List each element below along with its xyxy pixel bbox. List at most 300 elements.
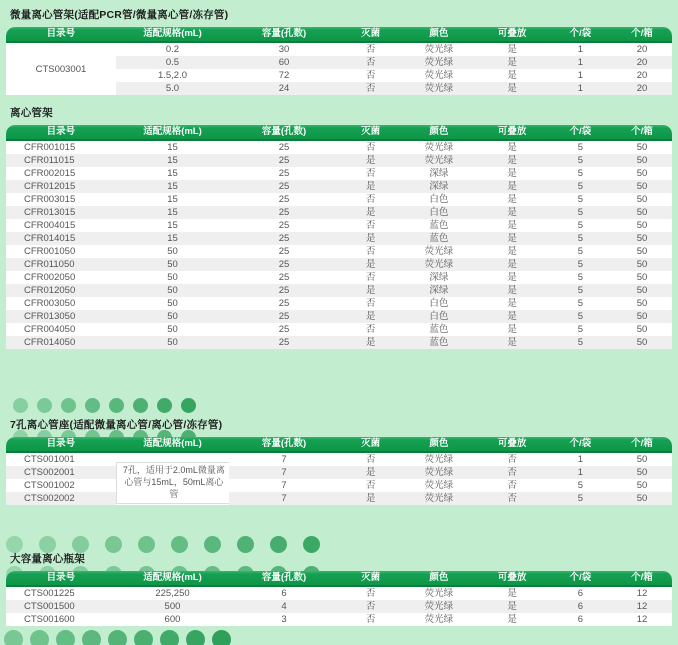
table-cell: 5 bbox=[549, 232, 612, 245]
table-row bbox=[6, 297, 672, 310]
table-cell: 否 bbox=[339, 600, 402, 613]
product-table bbox=[6, 571, 672, 626]
catalog-number-cell: CTS002002 bbox=[6, 492, 116, 505]
table-row bbox=[6, 492, 672, 505]
table-cell: 24 bbox=[229, 82, 339, 95]
table-cell: 荧光绿 bbox=[402, 69, 475, 82]
table-cell: 荧光绿 bbox=[402, 245, 475, 258]
decorative-dot bbox=[13, 398, 28, 413]
table-cell: 否 bbox=[339, 613, 402, 626]
decorative-dot bbox=[85, 398, 100, 413]
table-cell: 是 bbox=[475, 206, 548, 219]
table-cell: 白色 bbox=[402, 206, 475, 219]
decorative-dot bbox=[171, 536, 188, 553]
catalog-number-cell: CFR012050 bbox=[6, 284, 116, 297]
table-cell: 0.5 bbox=[116, 56, 229, 69]
decorative-dot bbox=[72, 536, 89, 553]
table-cell: 是 bbox=[339, 336, 402, 349]
table-cell: 6 bbox=[549, 613, 612, 626]
decorative-dot bbox=[303, 536, 320, 553]
table-cell: 225,250 bbox=[116, 586, 229, 600]
table-cell: 50 bbox=[612, 336, 672, 349]
table-cell: 是 bbox=[475, 219, 548, 232]
table-cell: 否 bbox=[339, 82, 402, 95]
table-cell: 是 bbox=[475, 167, 548, 180]
table-cell: 50 bbox=[612, 180, 672, 193]
column-header: 颜色 bbox=[402, 571, 475, 586]
table-cell: 是 bbox=[475, 271, 548, 284]
decorative-dot bbox=[186, 630, 205, 645]
table-cell: 7 bbox=[229, 466, 339, 479]
table-header-row bbox=[6, 125, 672, 140]
column-header: 个/箱 bbox=[612, 125, 672, 140]
product-table bbox=[6, 125, 672, 349]
table-cell: 5 bbox=[549, 284, 612, 297]
table-row bbox=[6, 140, 672, 154]
table-cell: 15 bbox=[116, 193, 229, 206]
table-cell: 50 bbox=[612, 310, 672, 323]
table-cell: 否 bbox=[339, 56, 402, 69]
catalog-number-cell: CTS001225 bbox=[6, 586, 116, 600]
table-cell: 50 bbox=[612, 232, 672, 245]
table-cell: 25 bbox=[229, 336, 339, 349]
catalog-number-cell: CFR011015 bbox=[6, 154, 116, 167]
column-header: 个/袋 bbox=[549, 27, 612, 42]
table-cell: 25 bbox=[229, 271, 339, 284]
table-cell: 是 bbox=[475, 42, 548, 56]
table-header-row bbox=[6, 437, 672, 452]
table-cell: 50 bbox=[612, 258, 672, 271]
table-cell: 荧光绿 bbox=[402, 613, 475, 626]
table-cell: 6 bbox=[549, 586, 612, 600]
table-cell: 深绿 bbox=[402, 271, 475, 284]
table-cell: 是 bbox=[339, 310, 402, 323]
table-cell: 25 bbox=[229, 232, 339, 245]
column-header: 灭菌 bbox=[339, 571, 402, 586]
table-cell: 1 bbox=[549, 69, 612, 82]
table-row bbox=[6, 452, 672, 466]
section-7hole-tube-holder bbox=[0, 419, 678, 505]
table-cell: 荧光绿 bbox=[402, 258, 475, 271]
table-cell: 荧光绿 bbox=[402, 600, 475, 613]
table-cell: 50 bbox=[116, 284, 229, 297]
table-cell: 荧光绿 bbox=[402, 56, 475, 69]
decorative-dot bbox=[108, 630, 127, 645]
table-cell: 5 bbox=[549, 140, 612, 154]
table-cell: 50 bbox=[612, 452, 672, 466]
table-cell: 50 bbox=[116, 258, 229, 271]
column-header: 目录号 bbox=[6, 437, 116, 452]
table-cell: 是 bbox=[475, 193, 548, 206]
column-header: 颜色 bbox=[402, 437, 475, 452]
table-cell: 15 bbox=[116, 206, 229, 219]
table-cell: 20 bbox=[612, 42, 672, 56]
catalog-number-cell: CFR002050 bbox=[6, 271, 116, 284]
table-cell: 5 bbox=[549, 492, 612, 505]
table-cell: 12 bbox=[612, 586, 672, 600]
table-cell: 深绿 bbox=[402, 167, 475, 180]
column-header: 个/箱 bbox=[612, 27, 672, 42]
table-cell: 5 bbox=[549, 219, 612, 232]
table-cell: 25 bbox=[229, 206, 339, 219]
column-header: 个/箱 bbox=[612, 437, 672, 452]
table-cell: 荧光绿 bbox=[402, 154, 475, 167]
table-cell: 是 bbox=[475, 297, 548, 310]
table-cell: 是 bbox=[339, 284, 402, 297]
decorative-dot bbox=[133, 398, 148, 413]
table-cell: 否 bbox=[339, 452, 402, 466]
table-cell: 否 bbox=[339, 140, 402, 154]
decorative-dot bbox=[56, 630, 75, 645]
table-cell: 是 bbox=[475, 180, 548, 193]
table-cell: 是 bbox=[475, 613, 548, 626]
table-cell: 500 bbox=[116, 600, 229, 613]
table-row bbox=[6, 206, 672, 219]
catalog-number-cell: CTS001002 bbox=[6, 479, 116, 492]
table-cell: 否 bbox=[339, 297, 402, 310]
section-large-bottle-rack bbox=[0, 553, 678, 626]
decorative-dot bbox=[37, 398, 52, 413]
decorative-dot bbox=[204, 536, 221, 553]
table-cell: 50 bbox=[612, 154, 672, 167]
table-cell: 7 bbox=[229, 452, 339, 466]
decorative-dot bbox=[138, 536, 155, 553]
column-header: 个/箱 bbox=[612, 571, 672, 586]
decorative-dot bbox=[212, 630, 231, 645]
table-cell: 15 bbox=[116, 154, 229, 167]
table-cell: 5 bbox=[549, 206, 612, 219]
table-cell: 白色 bbox=[402, 297, 475, 310]
table-cell: 是 bbox=[339, 206, 402, 219]
column-header: 可叠放 bbox=[475, 125, 548, 140]
table-cell: 15 bbox=[116, 180, 229, 193]
decorative-dot bbox=[237, 536, 254, 553]
table-cell: 50 bbox=[612, 492, 672, 505]
table-cell: 5 bbox=[549, 323, 612, 336]
catalog-number-cell: CFR001015 bbox=[6, 140, 116, 154]
table-cell: 5 bbox=[549, 479, 612, 492]
table-cell: 50 bbox=[612, 323, 672, 336]
table-cell: 5 bbox=[549, 271, 612, 284]
decorative-dot bbox=[61, 398, 76, 413]
table-cell: 4 bbox=[229, 600, 339, 613]
table-cell: 深绿 bbox=[402, 180, 475, 193]
table-cell: 否 bbox=[475, 466, 548, 479]
decorative-dot bbox=[39, 536, 56, 553]
table-cell: 5 bbox=[549, 258, 612, 271]
table-cell: 7 bbox=[229, 479, 339, 492]
table-cell: 是 bbox=[339, 180, 402, 193]
table-cell: 是 bbox=[475, 154, 548, 167]
catalog-number-cell: CFR014050 bbox=[6, 336, 116, 349]
table-cell: 50 bbox=[612, 193, 672, 206]
column-header: 可叠放 bbox=[475, 437, 548, 452]
table-cell: 是 bbox=[339, 154, 402, 167]
catalog-number-cell: CFR013015 bbox=[6, 206, 116, 219]
column-header: 个/袋 bbox=[549, 571, 612, 586]
table-row bbox=[6, 154, 672, 167]
table-cell: 25 bbox=[229, 245, 339, 258]
column-header: 适配规格(mL) bbox=[116, 125, 229, 140]
table-cell: 荧光绿 bbox=[402, 82, 475, 95]
table-cell: 0.2 bbox=[116, 42, 229, 56]
table-cell: 3 bbox=[229, 613, 339, 626]
table-cell: 50 bbox=[612, 140, 672, 154]
table-header-row bbox=[6, 27, 672, 42]
table-cell: 白色 bbox=[402, 310, 475, 323]
column-header: 适配规格(mL) bbox=[116, 437, 229, 452]
table-cell: 5 bbox=[549, 167, 612, 180]
table-row bbox=[6, 336, 672, 349]
table-row bbox=[6, 310, 672, 323]
column-header: 灭菌 bbox=[339, 437, 402, 452]
table-cell: 是 bbox=[475, 69, 548, 82]
column-header: 适配规格(mL) bbox=[116, 571, 229, 586]
table-cell: 否 bbox=[339, 479, 402, 492]
table-cell: 25 bbox=[229, 193, 339, 206]
column-header: 容量(孔数) bbox=[229, 125, 339, 140]
table-cell: 是 bbox=[339, 232, 402, 245]
column-header: 颜色 bbox=[402, 125, 475, 140]
table-row bbox=[6, 323, 672, 336]
catalog-number-cell: CFR004015 bbox=[6, 219, 116, 232]
table-cell: 是 bbox=[475, 140, 548, 154]
table-cell: 50 bbox=[612, 479, 672, 492]
section-micro-tube-rack bbox=[0, 0, 678, 95]
table-cell: 深绿 bbox=[402, 284, 475, 297]
table-cell: 15 bbox=[116, 167, 229, 180]
table-cell bbox=[116, 452, 229, 505]
table-cell: 荧光绿 bbox=[402, 140, 475, 154]
decorative-dot bbox=[160, 630, 179, 645]
table-row bbox=[6, 219, 672, 232]
table-cell: 否 bbox=[475, 492, 548, 505]
table-row bbox=[6, 42, 672, 56]
table-cell: 50 bbox=[116, 336, 229, 349]
table-cell: 是 bbox=[475, 56, 548, 69]
table-cell: 蓝色 bbox=[402, 219, 475, 232]
table-row bbox=[6, 193, 672, 206]
table-cell: 1 bbox=[549, 82, 612, 95]
column-header: 目录号 bbox=[6, 125, 116, 140]
table-cell: 5.0 bbox=[116, 82, 229, 95]
column-header: 灭菌 bbox=[339, 27, 402, 42]
table-cell: 5 bbox=[549, 154, 612, 167]
decorative-dot bbox=[30, 630, 49, 645]
decorative-dot bbox=[4, 630, 23, 645]
table-cell: 否 bbox=[339, 193, 402, 206]
catalog-number-cell: CTS001001 bbox=[6, 452, 116, 466]
column-header: 目录号 bbox=[6, 27, 116, 42]
table-cell: 50 bbox=[116, 297, 229, 310]
table-cell: 50 bbox=[116, 245, 229, 258]
table-cell: 50 bbox=[612, 219, 672, 232]
table-cell: 25 bbox=[229, 167, 339, 180]
table-cell: 50 bbox=[612, 167, 672, 180]
table-cell: 是 bbox=[475, 82, 548, 95]
table-cell: 1.5,2.0 bbox=[116, 69, 229, 82]
table-cell: 25 bbox=[229, 140, 339, 154]
table-cell: 25 bbox=[229, 258, 339, 271]
table-cell: 15 bbox=[116, 219, 229, 232]
table-header-row bbox=[6, 571, 672, 586]
table-cell: 25 bbox=[229, 284, 339, 297]
table-cell: 是 bbox=[475, 336, 548, 349]
table-row bbox=[6, 232, 672, 245]
table-cell: 50 bbox=[612, 284, 672, 297]
section-centrifuge-tube-rack bbox=[0, 107, 678, 349]
table-row bbox=[6, 613, 672, 626]
table-cell: 是 bbox=[475, 245, 548, 258]
catalog-number-cell: CTS001500 bbox=[6, 600, 116, 613]
table-cell: 否 bbox=[339, 42, 402, 56]
section-title: 微量离心管架(适配PCR管/微量离心管/冻存管) bbox=[10, 9, 229, 21]
table-cell: 50 bbox=[612, 297, 672, 310]
table-cell: 是 bbox=[475, 232, 548, 245]
table-cell: 50 bbox=[612, 271, 672, 284]
catalog-number-cell: CFR012015 bbox=[6, 180, 116, 193]
table-cell: 6 bbox=[549, 600, 612, 613]
decorative-dot bbox=[105, 536, 122, 553]
table-row bbox=[6, 258, 672, 271]
table-cell: 是 bbox=[475, 284, 548, 297]
decorative-dot bbox=[157, 398, 172, 413]
table-cell: 荧光绿 bbox=[402, 492, 475, 505]
table-cell: 蓝色 bbox=[402, 232, 475, 245]
table-cell: 是 bbox=[339, 466, 402, 479]
spec-note: 7孔，适用于2.0mL微量离心管与15mL，50mL离心管 bbox=[116, 462, 229, 503]
table-cell: 15 bbox=[116, 232, 229, 245]
table-cell: 15 bbox=[116, 140, 229, 154]
product-table bbox=[6, 27, 672, 95]
table-cell: 12 bbox=[612, 613, 672, 626]
catalog-number-cell: CFR014015 bbox=[6, 232, 116, 245]
table-cell: 荧光绿 bbox=[402, 479, 475, 492]
catalog-number-cell: CFR003050 bbox=[6, 297, 116, 310]
table-cell: 是 bbox=[475, 310, 548, 323]
table-cell: 否 bbox=[339, 586, 402, 600]
table-cell: 25 bbox=[229, 310, 339, 323]
table-cell: 否 bbox=[339, 69, 402, 82]
table-cell: 60 bbox=[229, 56, 339, 69]
table-cell: 是 bbox=[339, 258, 402, 271]
table-cell: 25 bbox=[229, 323, 339, 336]
table-cell: 50 bbox=[612, 466, 672, 479]
table-cell: 20 bbox=[612, 82, 672, 95]
column-header: 容量(孔数) bbox=[229, 27, 339, 42]
table-cell: 1 bbox=[549, 42, 612, 56]
table-row bbox=[6, 600, 672, 613]
table-cell: 蓝色 bbox=[402, 323, 475, 336]
column-header: 适配规格(mL) bbox=[116, 27, 229, 42]
table-cell: 荧光绿 bbox=[402, 466, 475, 479]
table-cell: 是 bbox=[475, 323, 548, 336]
table-cell: 50 bbox=[612, 245, 672, 258]
column-header: 容量(孔数) bbox=[229, 571, 339, 586]
table-cell: 1 bbox=[549, 452, 612, 466]
decorative-dot bbox=[270, 536, 287, 553]
table-cell: 25 bbox=[229, 219, 339, 232]
table-cell: 50 bbox=[116, 323, 229, 336]
table-cell: 50 bbox=[612, 206, 672, 219]
table-cell: 20 bbox=[612, 56, 672, 69]
table-row bbox=[6, 466, 672, 479]
table-cell: 25 bbox=[229, 297, 339, 310]
decorative-dot bbox=[82, 630, 101, 645]
table-row bbox=[6, 271, 672, 284]
column-header: 容量(孔数) bbox=[229, 437, 339, 452]
table-cell: 是 bbox=[475, 600, 548, 613]
column-header: 个/袋 bbox=[549, 125, 612, 140]
table-cell: 6 bbox=[229, 586, 339, 600]
catalog-number-cell: CFR004050 bbox=[6, 323, 116, 336]
catalog-number-cell: CFR003015 bbox=[6, 193, 116, 206]
table-cell: 12 bbox=[612, 600, 672, 613]
catalog-number-cell: CFR011050 bbox=[6, 258, 116, 271]
table-row bbox=[6, 180, 672, 193]
table-cell: 荧光绿 bbox=[402, 42, 475, 56]
column-header: 目录号 bbox=[6, 571, 116, 586]
column-header: 灭菌 bbox=[339, 125, 402, 140]
table-cell: 白色 bbox=[402, 193, 475, 206]
table-row bbox=[6, 245, 672, 258]
table-cell: 否 bbox=[339, 271, 402, 284]
section-title: 大容量离心瓶架 bbox=[10, 553, 85, 565]
table-cell: 荧光绿 bbox=[402, 452, 475, 466]
catalog-number-cell: CTS002001 bbox=[6, 466, 116, 479]
column-header: 可叠放 bbox=[475, 571, 548, 586]
decorative-dot bbox=[134, 630, 153, 645]
column-header: 可叠放 bbox=[475, 27, 548, 42]
section-title: 离心管架 bbox=[10, 107, 53, 119]
table-cell: 600 bbox=[116, 613, 229, 626]
table-cell: 否 bbox=[339, 167, 402, 180]
table-cell: 是 bbox=[339, 492, 402, 505]
table-cell: 蓝色 bbox=[402, 336, 475, 349]
table-cell: 1 bbox=[549, 56, 612, 69]
table-cell: 5 bbox=[549, 245, 612, 258]
table-cell: 否 bbox=[339, 219, 402, 232]
table-cell: 7 bbox=[229, 492, 339, 505]
table-cell: 是 bbox=[475, 258, 548, 271]
decorative-dot bbox=[6, 536, 23, 553]
table-cell: 25 bbox=[229, 180, 339, 193]
decorative-dot bbox=[109, 398, 124, 413]
table-cell: 5 bbox=[549, 193, 612, 206]
table-row bbox=[6, 167, 672, 180]
table-cell: 30 bbox=[229, 42, 339, 56]
table-row bbox=[6, 586, 672, 600]
catalog-number-cell: CFR001050 bbox=[6, 245, 116, 258]
decorative-dot bbox=[181, 398, 196, 413]
table-row bbox=[6, 284, 672, 297]
column-header: 颜色 bbox=[402, 27, 475, 42]
table-cell: 否 bbox=[339, 245, 402, 258]
table-cell: 5 bbox=[549, 180, 612, 193]
product-table bbox=[6, 437, 672, 505]
table-cell: 否 bbox=[475, 452, 548, 466]
section-title: 7孔离心管座(适配微量离心管/离心管/冻存管) bbox=[10, 419, 223, 431]
table-cell: 是 bbox=[475, 586, 548, 600]
catalog-number-cell: CTS001600 bbox=[6, 613, 116, 626]
table-row bbox=[6, 479, 672, 492]
table-cell: 5 bbox=[549, 297, 612, 310]
catalog-number-cell: CFR002015 bbox=[6, 167, 116, 180]
table-cell: 5 bbox=[549, 336, 612, 349]
table-cell: 50 bbox=[116, 310, 229, 323]
table-cell: 否 bbox=[339, 323, 402, 336]
column-header: 个/袋 bbox=[549, 437, 612, 452]
